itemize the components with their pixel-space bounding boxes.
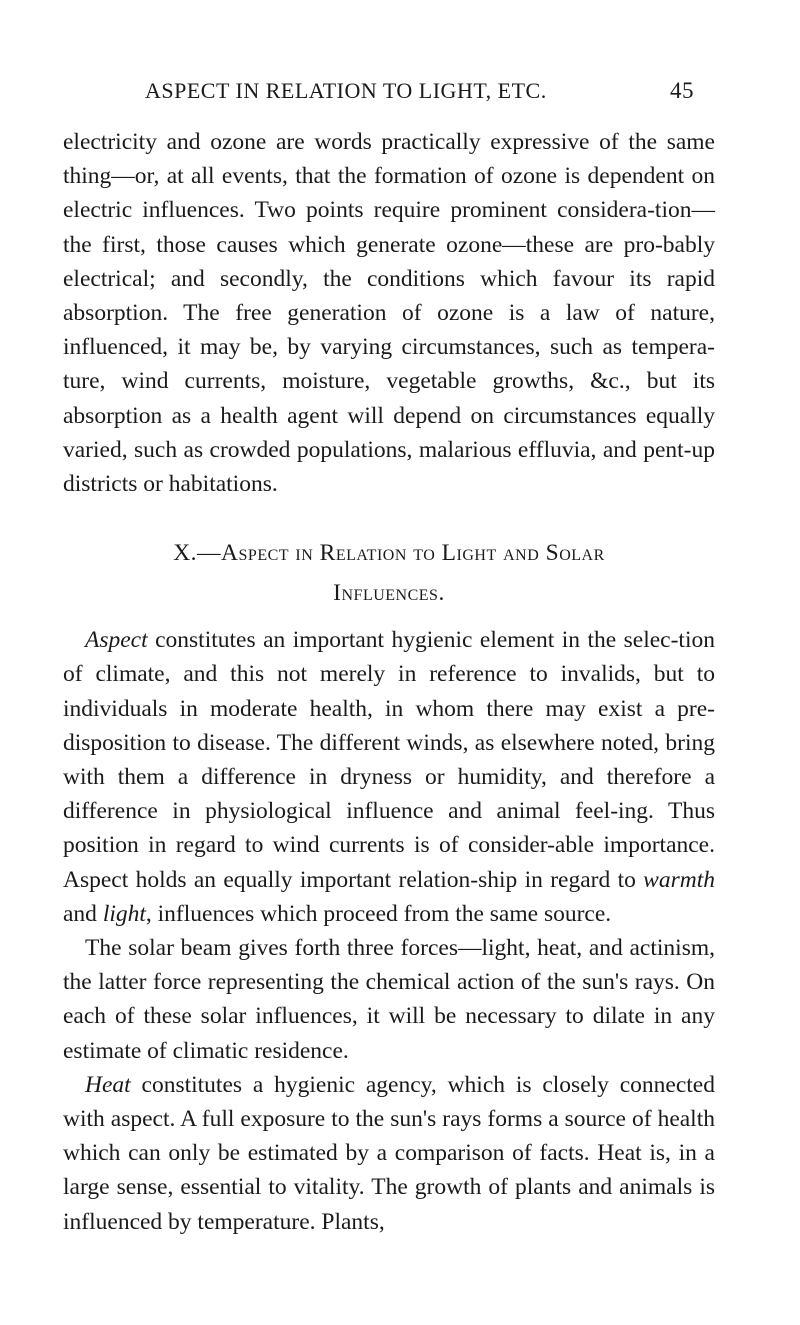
italic-warmth: warmth: [643, 866, 715, 893]
paragraph-ozone: electricity and ozone are words practically expressive of the same thing—or, at all events, that the formation of ozone is dependent on electric influences. Two points require prominent considera-tion—the first, those causes which generate ozone—these are pro-bably electrical; and secondly, the conditions which favour its rapid absorption. The free generation of ozone is a law of nature, influenced, it may be, by varying circumstances, such as tempera-ture, wind currents, moisture, vegetable growths, &c., but its absorption as a health agent will depend on circumstances equally varied, such as crowded populations, malarious effluvia, and pent-up districts or habitations.: [63, 129, 715, 498]
paragraph-aspect: [63, 623, 715, 931]
page-number: 45: [670, 78, 694, 103]
lead-word-aspect: Aspect: [85, 627, 148, 654]
running-head: [145, 78, 694, 104]
body-text: [63, 125, 715, 1239]
italic-light: light: [102, 900, 146, 927]
section-heading-line-1: X.—Aspect in Relation to Light and Solar: [173, 540, 605, 567]
paragraph-heat: [63, 1068, 715, 1239]
section-heading: [63, 533, 715, 613]
paragraph-aspect-text-c: , influences which proceed from the same source.: [145, 900, 612, 927]
paragraph-aspect-text-b: and: [63, 900, 103, 927]
running-title: ASPECT IN RELATION TO LIGHT, ETC.: [145, 78, 547, 103]
section-heading-line-2: Influences.: [333, 580, 445, 607]
paragraph-solar-beam: The solar beam gives forth three forces—light, heat, and actinism, the latter force representing the chemical action of the sun's rays. On each of these solar influences, it will be necessary to dilate in any estimate of climatic residence.: [63, 935, 715, 1064]
lead-word-heat: Heat: [85, 1071, 131, 1098]
paragraph-heat-text: constitutes a hygienic agency, which is closely connected with aspect. A full exposure to the sun's rays forms a source of health which can only be estimated by a comparison of facts. Heat is, in a large sense, essential to vitality. The growth of plants and animals is influenced by temperature. Plants,: [63, 1071, 715, 1235]
paragraph-aspect-text-a: constitutes an important hygienic element in the selec-tion of climate, and this not merely in reference to invalids, but to individuals in moderate health, in whom there may exist a pre-disposition to disease. The different winds, as elsewhere noted, bring with them a difference in dryness or humidity, and therefore a difference in physiological influence and animal feel-ing. Thus position in regard to wind currents is of consider-able importance. Aspect holds an equally important relation-ship in regard to: [63, 627, 715, 893]
